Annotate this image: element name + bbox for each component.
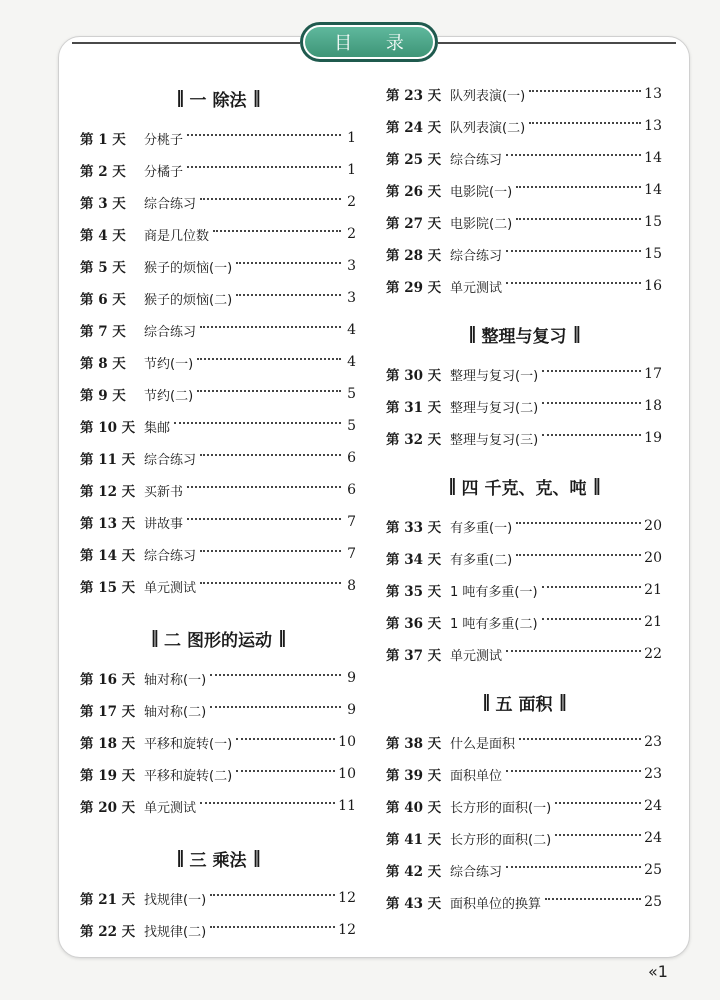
entry-day: 第 29 天 (386, 280, 442, 296)
dot-leader (200, 198, 341, 200)
toc-entry (80, 346, 356, 378)
entry-page-number: 15 (644, 214, 662, 230)
toc-right-column (386, 78, 662, 918)
entry-lesson: 轴对称(二) (144, 704, 207, 720)
entry-lesson: 综合练习 (144, 196, 197, 212)
toc-entry (386, 390, 662, 422)
toc-entry (386, 758, 662, 790)
toc-entry (386, 422, 662, 454)
toc-entry (80, 506, 356, 538)
dot-leader (200, 454, 341, 456)
entry-page-number: 13 (644, 86, 662, 102)
entry-day: 第 40 天 (386, 800, 442, 816)
entry-page-number: 19 (644, 430, 662, 446)
entry-lesson: 集邮 (144, 420, 171, 436)
entry-page-number: 13 (644, 118, 662, 134)
entry-day: 第 32 天 (386, 432, 442, 448)
toc-entry (80, 914, 356, 946)
entry-lesson: 综合练习 (144, 452, 197, 468)
dot-leader (519, 738, 641, 740)
entry-day: 第 33 天 (386, 520, 442, 536)
entry-page-number: 3 (347, 258, 356, 274)
dot-leader (236, 738, 335, 740)
toc-entry (80, 186, 356, 218)
section-title-text: 四 千克、克、吨 (461, 478, 587, 499)
toc-entry (80, 282, 356, 314)
toc-title: 目 录 (334, 33, 418, 54)
dot-leader (187, 486, 341, 488)
entry-day: 第 9 天 (80, 388, 126, 404)
entry-day: 第 18 天 (80, 736, 136, 752)
dot-leader (516, 218, 641, 220)
toc-entry (80, 250, 356, 282)
dot-leader (213, 230, 341, 232)
entry-day: 第 4 天 (80, 228, 126, 244)
entry-page-number: 1 (347, 130, 356, 146)
entry-lesson: 长方形的面积(二) (450, 832, 552, 848)
entry-page-number: 25 (644, 894, 662, 910)
entry-day: 第 7 天 (80, 324, 126, 340)
entry-lesson: 买新书 (144, 484, 184, 500)
entry-page-number: 7 (347, 546, 356, 562)
section-bar-right: ‖ (277, 628, 286, 648)
dot-leader (197, 390, 341, 392)
toc-entry (386, 358, 662, 390)
section-title-text: 一 除法 (189, 90, 247, 111)
dot-leader (197, 358, 341, 360)
toc-entry (80, 442, 356, 474)
header-rule-right (438, 42, 676, 44)
entry-day: 第 12 天 (80, 484, 136, 500)
toc-entry (386, 574, 662, 606)
entry-page-number: 4 (347, 354, 356, 370)
dot-leader (506, 770, 641, 772)
entry-lesson: 整理与复习(三) (450, 432, 539, 448)
section-heading (386, 682, 662, 722)
toc-entry (80, 154, 356, 186)
dot-leader (542, 434, 641, 436)
dot-leader (200, 582, 341, 584)
dot-leader (210, 894, 335, 896)
entry-lesson: 综合练习 (144, 548, 197, 564)
toc-title-badge-fill (305, 27, 433, 57)
toc-entry (80, 122, 356, 154)
entry-page-number: 20 (644, 550, 662, 566)
entry-lesson: 单元测试 (144, 800, 197, 816)
entry-page-number: 15 (644, 246, 662, 262)
entry-day: 第 43 天 (386, 896, 442, 912)
entry-lesson: 有多重(一) (450, 520, 513, 536)
toc-entry (80, 410, 356, 442)
dot-leader (210, 674, 341, 676)
dot-leader (545, 898, 641, 900)
entry-day: 第 8 天 (80, 356, 126, 372)
header-rule-left (72, 42, 300, 44)
entry-page-number: 22 (644, 646, 662, 662)
entry-lesson: 综合练习 (450, 248, 503, 264)
entry-day: 第 21 天 (80, 892, 136, 908)
entry-day: 第 41 天 (386, 832, 442, 848)
dot-leader (200, 326, 341, 328)
toc-entry (80, 726, 356, 758)
section-bar-left: ‖ (176, 848, 184, 868)
entry-day: 第 26 天 (386, 184, 442, 200)
entry-lesson: 节约(二) (144, 388, 194, 404)
section-bar-left: ‖ (176, 88, 184, 108)
entry-page-number: 20 (644, 518, 662, 534)
toc-left-column (80, 78, 356, 946)
entry-day: 第 1 天 (80, 132, 126, 148)
dot-leader (506, 250, 641, 252)
entry-lesson: 电影院(一) (450, 184, 513, 200)
dot-leader (516, 522, 641, 524)
dot-leader (187, 518, 341, 520)
section-bar-right: ‖ (252, 848, 260, 868)
entry-day: 第 22 天 (80, 924, 136, 940)
entry-lesson: 单元测试 (450, 280, 503, 296)
entry-page-number: 18 (644, 398, 662, 414)
entry-lesson: 猴子的烦恼(一) (144, 260, 233, 276)
dot-leader (506, 154, 641, 156)
entry-page-number: 23 (644, 734, 662, 750)
toc-entry (80, 570, 356, 602)
entry-lesson: 整理与复习(二) (450, 400, 539, 416)
toc-entry (386, 606, 662, 638)
entry-day: 第 20 天 (80, 800, 136, 816)
entry-page-number: 21 (644, 614, 662, 630)
entry-page-number: 6 (347, 482, 356, 498)
entry-page-number: 25 (644, 862, 662, 878)
section-title-text: 二 图形的运动 (164, 630, 272, 651)
entry-day: 第 17 天 (80, 704, 136, 720)
entry-page-number: 12 (338, 890, 356, 906)
toc-entry (386, 542, 662, 574)
dot-leader (200, 802, 335, 804)
dot-leader (555, 802, 641, 804)
entry-lesson: 1 吨有多重(一) (450, 584, 538, 600)
dot-leader (210, 926, 335, 928)
dot-leader (236, 262, 341, 264)
entry-lesson: 分桃子 (144, 132, 184, 148)
entry-lesson: 单元测试 (450, 648, 503, 664)
dot-leader (200, 550, 341, 552)
dot-leader (174, 422, 341, 424)
toc-entry (386, 854, 662, 886)
entry-lesson: 综合练习 (144, 324, 197, 340)
dot-leader (542, 370, 641, 372)
toc-entry (386, 510, 662, 542)
entry-day: 第 5 天 (80, 260, 126, 276)
toc-entry (386, 270, 662, 302)
toc-entry (386, 238, 662, 270)
entry-lesson: 分橘子 (144, 164, 184, 180)
section-title-text: 五 面积 (495, 694, 553, 715)
entry-day: 第 13 天 (80, 516, 136, 532)
entry-day: 第 2 天 (80, 164, 126, 180)
entry-page-number: 6 (347, 450, 356, 466)
entry-lesson: 有多重(二) (450, 552, 513, 568)
entry-day: 第 15 天 (80, 580, 136, 596)
entry-page-number: 10 (338, 734, 356, 750)
dot-leader (506, 282, 641, 284)
toc-entry (80, 218, 356, 250)
entry-day: 第 34 天 (386, 552, 442, 568)
dot-leader (529, 122, 641, 124)
entry-lesson: 单元测试 (144, 580, 197, 596)
entry-page-number: 24 (644, 798, 662, 814)
entry-day: 第 23 天 (386, 88, 442, 104)
entry-day: 第 30 天 (386, 368, 442, 384)
section-bar-left: ‖ (448, 476, 456, 496)
page-number: «1 (648, 962, 668, 981)
entry-day: 第 6 天 (80, 292, 126, 308)
dot-leader (542, 586, 642, 588)
entry-page-number: 9 (347, 702, 356, 718)
entry-day: 第 35 天 (386, 584, 442, 600)
entry-page-number: 14 (644, 150, 662, 166)
entry-page-number: 4 (347, 322, 356, 338)
entry-lesson: 综合练习 (450, 864, 503, 880)
entry-page-number: 1 (347, 162, 356, 178)
entry-lesson: 1 吨有多重(二) (450, 616, 538, 632)
entry-page-number: 23 (644, 766, 662, 782)
entry-day: 第 3 天 (80, 196, 126, 212)
toc-entry (80, 538, 356, 570)
dot-leader (236, 770, 335, 772)
entry-lesson: 面积单位 (450, 768, 503, 784)
section-bar-right: ‖ (572, 324, 580, 344)
section-heading (386, 314, 662, 354)
toc-entry (80, 758, 356, 790)
entry-day: 第 10 天 (80, 420, 136, 436)
section-bar-right: ‖ (592, 476, 600, 496)
entry-lesson: 综合练习 (450, 152, 503, 168)
entry-page-number: 5 (347, 386, 356, 402)
entry-day: 第 28 天 (386, 248, 442, 264)
dot-leader (542, 618, 642, 620)
toc-entry (386, 174, 662, 206)
entry-lesson: 队列表演(一) (450, 88, 526, 104)
toc-entry (80, 474, 356, 506)
toc-entry (80, 314, 356, 346)
toc-entry (80, 662, 356, 694)
section-bar-right: ‖ (558, 692, 566, 712)
entry-lesson: 讲故事 (144, 516, 184, 532)
entry-lesson: 平移和旋转(二) (144, 768, 233, 784)
entry-page-number: 2 (347, 194, 356, 210)
toc-entry (80, 882, 356, 914)
dot-leader (529, 90, 641, 92)
section-heading (80, 618, 356, 658)
entry-lesson: 平移和旋转(一) (144, 736, 233, 752)
section-heading (80, 78, 356, 118)
dot-leader (516, 186, 641, 188)
entry-day: 第 25 天 (386, 152, 442, 168)
entry-page-number: 3 (347, 290, 356, 306)
entry-lesson: 节约(一) (144, 356, 194, 372)
section-heading (80, 838, 356, 878)
entry-day: 第 11 天 (80, 452, 136, 468)
dot-leader (506, 650, 641, 652)
toc-entry (80, 378, 356, 410)
entry-day: 第 39 天 (386, 768, 442, 784)
entry-lesson: 找规律(二) (144, 924, 207, 940)
entry-day: 第 31 天 (386, 400, 442, 416)
toc-entry (386, 886, 662, 918)
entry-lesson: 长方形的面积(一) (450, 800, 552, 816)
dot-leader (516, 554, 641, 556)
entry-day: 第 38 天 (386, 736, 442, 752)
dot-leader (210, 706, 341, 708)
entry-lesson: 面积单位的换算 (450, 896, 542, 912)
entry-page-number: 21 (644, 582, 662, 598)
section-bar-left: ‖ (482, 692, 490, 712)
entry-page-number: 14 (644, 182, 662, 198)
entry-page-number: 8 (347, 578, 356, 594)
entry-lesson: 整理与复习(一) (450, 368, 539, 384)
dot-leader (236, 294, 341, 296)
entry-day: 第 19 天 (80, 768, 136, 784)
entry-page-number: 12 (338, 922, 356, 938)
entry-page-number: 10 (338, 766, 356, 782)
entry-lesson: 轴对称(一) (144, 672, 207, 688)
toc-entry (386, 638, 662, 670)
toc-entry (80, 790, 356, 822)
section-bar-left: ‖ (150, 628, 159, 648)
entry-page-number: 2 (347, 226, 356, 242)
entry-page-number: 5 (347, 418, 356, 434)
section-bar-right: ‖ (252, 88, 260, 108)
entry-day: 第 24 天 (386, 120, 442, 136)
dot-leader (187, 166, 341, 168)
entry-lesson: 找规律(一) (144, 892, 207, 908)
toc-entry (386, 78, 662, 110)
entry-page-number: 11 (338, 798, 356, 814)
entry-lesson: 队列表演(二) (450, 120, 526, 136)
toc-entry (386, 110, 662, 142)
entry-page-number: 9 (347, 670, 356, 686)
toc-entry (386, 790, 662, 822)
entry-day: 第 14 天 (80, 548, 136, 564)
entry-lesson: 猴子的烦恼(二) (144, 292, 233, 308)
entry-day: 第 16 天 (80, 672, 136, 688)
section-heading (386, 466, 662, 506)
entry-day: 第 27 天 (386, 216, 442, 232)
entry-day: 第 37 天 (386, 648, 442, 664)
entry-lesson: 电影院(二) (450, 216, 513, 232)
toc-entry (80, 694, 356, 726)
entry-page-number: 16 (644, 278, 662, 294)
toc-entry (386, 206, 662, 238)
entry-lesson: 什么是面积 (450, 736, 516, 752)
toc-entry (386, 822, 662, 854)
entry-page-number: 24 (644, 830, 662, 846)
dot-leader (542, 402, 641, 404)
entry-day: 第 42 天 (386, 864, 442, 880)
entry-page-number: 17 (644, 366, 662, 382)
entry-day: 第 36 天 (386, 616, 442, 632)
dot-leader (187, 134, 341, 136)
dot-leader (555, 834, 641, 836)
toc-title-badge (300, 22, 438, 62)
toc-entry (386, 142, 662, 174)
section-bar-left: ‖ (468, 324, 476, 344)
section-title-text: 整理与复习 (481, 326, 567, 347)
entry-lesson: 商是几位数 (144, 228, 210, 244)
dot-leader (506, 866, 641, 868)
toc-entry (386, 726, 662, 758)
entry-page-number: 7 (347, 514, 356, 530)
section-title-text: 三 乘法 (189, 850, 247, 871)
